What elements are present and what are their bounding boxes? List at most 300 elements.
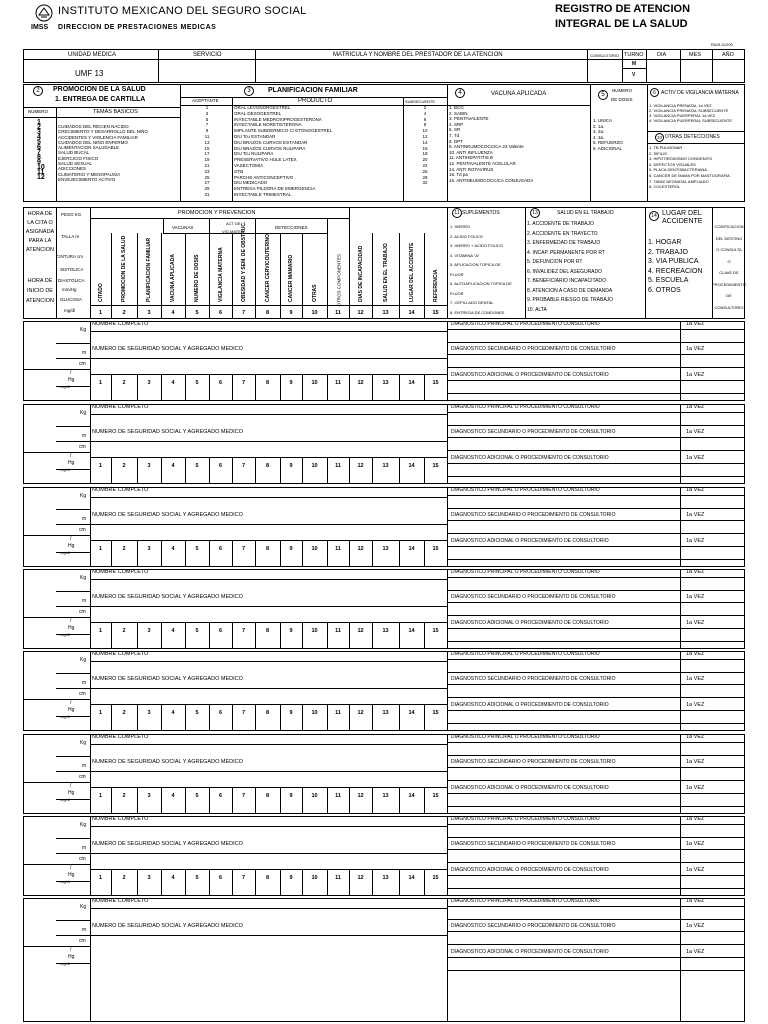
group-divider — [209, 218, 210, 233]
record-number-cell[interactable]: 10 — [311, 628, 318, 634]
number-cell-divider — [185, 540, 186, 567]
column-number: 9 — [289, 310, 293, 316]
suplemento-item: 2. ACIDO FOLICO — [450, 233, 483, 239]
diagnosis-label-1: DIAGNOSTICO PRINCIPAL O PROCEDIMIENTO CONSULTORIO — [451, 898, 600, 904]
record-divider — [680, 734, 681, 814]
vital-line — [56, 452, 90, 453]
section-5-marker: 5 — [598, 90, 608, 100]
record-number-cell[interactable]: 5 — [195, 628, 199, 634]
vacuna-item: 8. DPT — [449, 138, 464, 144]
record-number-cell[interactable]: 7 — [241, 710, 246, 716]
m-label: m — [82, 845, 87, 851]
number-cell-divider — [209, 704, 210, 731]
aceptante-num: 7 — [205, 122, 209, 128]
number-cell-divider — [399, 374, 400, 401]
subsecuente-header: SUBSECUENTE — [405, 99, 436, 104]
primera-vez-label: 1a VEZ — [686, 455, 705, 461]
subsecuente-num: 14 — [422, 139, 428, 145]
record-number-cell[interactable]: 3 — [147, 380, 151, 386]
tema-item: CLIMATERIO Y MENOPAUSIA — [58, 171, 121, 177]
record-number-cell[interactable]: 9 — [289, 546, 293, 552]
vital-line — [56, 369, 90, 370]
number-cell-divider — [161, 374, 162, 401]
primera-vez-label: 1a VEZ — [686, 620, 705, 626]
nombre-label: NOMBRE COMPLETO — [92, 404, 149, 410]
vital-line — [56, 606, 90, 607]
record-divider — [90, 651, 91, 731]
number-cell-divider — [372, 787, 373, 814]
record-number-cell[interactable]: 2 — [122, 628, 126, 634]
subsecuente-num: 26 — [422, 168, 428, 174]
number-cell-divider — [302, 869, 303, 896]
record-number-cell[interactable]: 11 — [335, 710, 341, 716]
number-cell-divider — [424, 457, 425, 484]
number-cell-divider — [161, 457, 162, 484]
number-cell-divider — [327, 787, 328, 814]
diagnosis-label-2: DIAGNOSTICO SECUNDARIO O PROCEDIMIENTO DE CONSULTORIO — [451, 676, 616, 682]
patient-record — [23, 734, 745, 814]
m-label: m — [82, 516, 87, 522]
numbers-line — [90, 787, 447, 788]
column-header-8: CANCER CERVICOUTERINO — [264, 234, 271, 302]
diagnosis-line — [447, 767, 745, 768]
record-number-cell[interactable]: 12 — [357, 875, 364, 881]
vital-line — [56, 864, 90, 865]
vital-line — [56, 782, 90, 783]
vital-line — [56, 853, 90, 854]
record-number-cell[interactable]: 1 — [98, 628, 103, 634]
record-number-cell[interactable]: 11 — [335, 380, 341, 386]
record-number-cell[interactable]: 8 — [265, 875, 270, 881]
column-number: 13 — [382, 310, 389, 316]
record-number-cell[interactable]: 8 — [265, 463, 270, 469]
record-number-cell[interactable]: 12 — [357, 546, 364, 552]
vital-line — [23, 782, 56, 783]
section-4-title: VACUNA APLICADA — [491, 91, 547, 97]
record-number-cell[interactable]: 11 — [335, 546, 341, 552]
number-cell-divider — [137, 704, 138, 731]
turno-v[interactable]: V — [632, 72, 636, 78]
record-number-cell[interactable]: 15 — [432, 628, 439, 634]
name-line — [90, 579, 447, 580]
record-number-cell[interactable]: 8 — [265, 710, 270, 716]
vital-line — [56, 699, 90, 700]
vacuna-item: 15. Td pa — [449, 172, 468, 178]
record-number-cell[interactable]: 13 — [382, 380, 389, 386]
subsecuente-num: 20 — [422, 157, 428, 163]
record-number-cell[interactable]: 1 — [98, 546, 103, 552]
record-number-cell[interactable]: 4 — [171, 546, 175, 552]
aceptante-header: ACEPTANTE — [192, 98, 219, 103]
hg-label: Hg — [68, 954, 75, 960]
diagnosis-label-2: DIAGNOSTICO SECUNDARIO O PROCEDIMIENTO DE CONSULTORIO — [451, 512, 616, 518]
diagnosis-line — [447, 508, 745, 509]
number-cell-divider — [185, 787, 186, 814]
column-number: 4 — [171, 310, 175, 316]
vital-line — [56, 771, 90, 772]
vigilancia-item: 2. VIGILANCIA PRENATAL SUBSECUENTE — [649, 108, 729, 113]
aceptante-num: 27 — [204, 180, 210, 186]
record-number-cell[interactable]: 10 — [311, 875, 318, 881]
section-5-items — [593, 118, 623, 152]
nss-line — [90, 441, 447, 442]
vital-line — [23, 535, 56, 536]
record-number-cell[interactable]: 9 — [289, 463, 293, 469]
diagnosis-line — [447, 862, 745, 863]
temas-header: TEMAS BASICOS — [93, 109, 138, 115]
product-item: ORAL LEVONORGESTREL — [234, 105, 291, 110]
record-number-cell[interactable]: 6 — [218, 463, 223, 469]
record-number-cell[interactable]: 7 — [241, 463, 246, 469]
number-cell-divider — [111, 540, 112, 567]
record-number-cell[interactable]: 1 — [98, 380, 103, 386]
suplemento-item: 7. CEPILLADO DENTAL — [450, 300, 494, 305]
number-cell-divider — [280, 869, 281, 896]
numbers-line — [90, 457, 447, 458]
group-divider — [255, 218, 256, 233]
primera-vez-label: 1a VEZ — [686, 569, 705, 575]
number-cell-divider — [372, 704, 373, 731]
record-number-cell[interactable]: 14 — [408, 793, 415, 799]
vacuna-item: 11. ANTIHEPATITIS B — [449, 155, 494, 161]
record-number-cell[interactable]: 13 — [382, 875, 389, 881]
hora-inicio-label: HORA DE INICIO DE ATENCION — [25, 278, 54, 304]
record-number-cell[interactable]: 5 — [195, 875, 199, 881]
diagnosis-line — [447, 559, 745, 560]
deteccion-item: 4. DEFECTOS VISUALES — [649, 161, 696, 167]
record-number-cell[interactable]: 4 — [171, 875, 175, 881]
name-line — [90, 826, 447, 827]
column-number: 12 — [357, 310, 364, 316]
suplemento-item: 3. HIERRO + ACIDO FOLICO — [450, 243, 504, 248]
record-number-cell[interactable]: 12 — [357, 628, 364, 634]
record-number-cell[interactable]: 3 — [147, 546, 151, 552]
vital-line — [23, 946, 56, 947]
kg-label: Kg — [80, 575, 87, 581]
record-number-cell[interactable]: 4 — [171, 463, 175, 469]
record-number-cell[interactable]: 9 — [289, 710, 293, 716]
suplemento-item: 4. VITAMINA "A" — [450, 252, 480, 258]
dosis-item: 6. ADICIONAL — [593, 145, 623, 151]
record-number-cell[interactable]: 11 — [335, 463, 341, 469]
numbers-line — [90, 622, 447, 623]
record-number-cell[interactable]: 7 — [241, 380, 246, 386]
number-cell-divider — [209, 374, 210, 401]
column-number: 6 — [218, 310, 223, 316]
number-cell-divider — [209, 787, 210, 814]
record-number-cell[interactable]: 6 — [218, 875, 223, 881]
record-divider — [90, 898, 91, 1022]
suplemento-item: FLUOR — [450, 290, 464, 296]
record-number-cell[interactable]: 8 — [265, 793, 270, 799]
record-number-cell[interactable]: 13 — [382, 710, 389, 716]
record-number-cell[interactable]: 1 — [98, 875, 103, 881]
slash-label: / — [70, 865, 72, 871]
vital-line — [23, 699, 56, 700]
vigilancia-item: 3. VIGILANCIA PUERPERAL 1a VEZ — [649, 113, 716, 118]
diagnosis-line — [447, 367, 745, 368]
record-number-cell[interactable]: 15 — [432, 463, 439, 469]
number-cell-divider — [399, 622, 400, 649]
record-number-cell[interactable]: 14 — [408, 628, 415, 634]
primera-vez-label: 1a VEZ — [686, 923, 705, 929]
slash-label: / — [70, 700, 72, 706]
record-number-cell[interactable]: 15 — [432, 875, 439, 881]
column-header-7: OBESIDAD Y SEM. DE OBSTRUC. — [240, 221, 247, 302]
number-cell-divider — [232, 457, 233, 484]
record-number-cell[interactable]: 12 — [357, 463, 364, 469]
record-number-cell[interactable]: 3 — [147, 793, 151, 799]
record-number-cell[interactable]: 14 — [408, 546, 415, 552]
record-number-cell[interactable]: 9 — [289, 380, 293, 386]
vital-line — [56, 756, 90, 757]
vital-line — [56, 838, 90, 839]
product-item: VASECTOMIA — [234, 162, 264, 168]
record-number-cell[interactable]: 13 — [382, 628, 389, 634]
record-number-cell[interactable]: 2 — [122, 793, 126, 799]
number-cell-divider — [255, 374, 256, 401]
record-number-cell[interactable]: 4 — [171, 793, 175, 799]
primera-vez-label: 1a VEZ — [686, 487, 705, 493]
diagnosis-line — [447, 641, 745, 642]
record-number-cell[interactable]: 12 — [357, 710, 364, 716]
mgdl-label: mg/dl — [60, 879, 70, 884]
aceptante-num: 17 — [204, 151, 210, 157]
diagnosis-label-3: DIAGNOSTICO ADICIONAL O PROCEDIMIENTO DE CONSULTORIO — [451, 372, 609, 378]
number-cell-divider — [255, 457, 256, 484]
producto-header: PRODUCTO — [298, 98, 333, 104]
section-14-title2: ACCIDENTE — [662, 218, 703, 225]
aceptante-num: 23 — [204, 168, 210, 174]
record-number-cell[interactable]: 15 — [432, 380, 439, 386]
column-header-5: NUMERO DE DOSIS — [194, 254, 200, 302]
record-number-cell[interactable]: 14 — [408, 710, 415, 716]
record-number-cell[interactable]: 6 — [218, 793, 223, 799]
record-number-cell[interactable]: 4 — [171, 710, 175, 716]
record-number-cell[interactable]: 6 — [218, 710, 223, 716]
number-cell-divider — [111, 457, 112, 484]
primera-vez-label: 1a VEZ — [686, 512, 705, 518]
aceptante-num: 29 — [204, 186, 210, 192]
m-label: m — [82, 598, 87, 604]
record-number-cell[interactable]: 7 — [241, 793, 246, 799]
record-number-cell[interactable]: 5 — [195, 463, 199, 469]
record-number-cell[interactable]: 5 — [195, 793, 199, 799]
record-number-cell[interactable]: 15 — [432, 793, 439, 799]
record-number-cell[interactable]: 11 — [335, 875, 341, 881]
section-10-marker: 10 — [656, 135, 662, 140]
diagnosis-line — [447, 888, 745, 889]
diagnosis-line — [447, 755, 745, 756]
product-item: DIU Tcu NULIPARA — [234, 151, 274, 157]
diagnosis-line — [447, 533, 745, 534]
record-number-cell[interactable]: 9 — [289, 875, 293, 881]
number-cell-divider — [185, 622, 186, 649]
column-header-9: CANCER MAMARIO — [288, 254, 294, 302]
column-number: 15 — [432, 310, 439, 316]
primera-vez-label: 1a VEZ — [686, 404, 705, 410]
record-number-cell[interactable]: 9 — [289, 628, 293, 634]
primera-vez-label: 1a VEZ — [686, 734, 705, 740]
record-number-cell[interactable]: 5 — [195, 546, 199, 552]
form-title-line2: INTEGRAL DE LA SALUD — [555, 18, 688, 30]
record-number-cell[interactable]: 4 — [171, 380, 175, 386]
record-number-cell[interactable]: 10 — [311, 793, 318, 799]
vital-line — [56, 524, 90, 525]
record-number-cell[interactable]: 14 — [408, 875, 415, 881]
number-cell-divider — [302, 622, 303, 649]
record-number-cell[interactable]: 13 — [382, 546, 389, 552]
record-number-cell[interactable]: 2 — [122, 710, 126, 716]
diagnosis-label-2: DIAGNOSTICO SECUNDARIO O PROCEDIMIENTO DE CONSULTORIO — [451, 759, 616, 765]
section-6-title: ACTIV DE VIGILANCIA MATERNA — [661, 90, 739, 96]
dosis-item: 1. UNICA — [593, 118, 613, 123]
record-number-cell[interactable]: 7 — [241, 875, 246, 881]
cm-label: cm — [79, 774, 86, 780]
vacuna-item: 9. ANTINEUMOCOCCICA 23 Valente — [449, 144, 524, 150]
record-number-cell[interactable]: 6 — [218, 628, 223, 634]
record-number-cell[interactable]: 11 — [335, 628, 341, 634]
record-number-cell[interactable]: 9 — [289, 793, 293, 799]
unit-value[interactable]: UMF 13 — [75, 69, 104, 78]
tema-item: CRECIMIENTO Y DESARROLLO DEL NIÑO — [58, 129, 148, 135]
diagnosis-label-2: DIAGNOSTICO SECUNDARIO O PROCEDIMIENTO DE CONSULTORIO — [451, 923, 616, 929]
turno-m[interactable]: M — [632, 61, 637, 67]
record-number-cell[interactable]: 10 — [311, 463, 318, 469]
deteccion-item: 2. SIFILIS — [649, 150, 667, 156]
section-3-products — [234, 105, 332, 198]
number-cell-divider — [424, 869, 425, 896]
vacuna-item: 3. PENTAVALENTE — [449, 116, 489, 122]
record-number-cell[interactable]: 10 — [311, 710, 318, 716]
diagnosis-line — [447, 495, 745, 496]
record-number-cell[interactable]: 12 — [357, 380, 364, 386]
subsecuente-num: 6 — [423, 116, 427, 122]
number-cell-divider — [372, 457, 373, 484]
vital-line — [56, 535, 90, 536]
section-14-marker: 14 — [649, 211, 659, 221]
record-number-cell[interactable]: 13 — [382, 793, 389, 799]
record-number-cell[interactable]: 10 — [311, 546, 318, 552]
record-divider — [447, 321, 448, 401]
record-number-cell[interactable]: 7 — [241, 628, 246, 634]
hora-cita-label: HORA DE LA CITA O ASIGNADA PARA LA ATENCION — [25, 211, 55, 253]
record-number-cell[interactable]: 14 — [408, 380, 415, 386]
diagnosis-line — [447, 970, 745, 971]
subsecuente-num: 8 — [423, 122, 427, 128]
dia-label: DIA — [657, 52, 667, 58]
record-divider — [680, 404, 681, 484]
record-number-cell[interactable]: 3 — [147, 875, 151, 881]
record-number-cell[interactable]: 13 — [382, 463, 389, 469]
record-number-cell[interactable]: 14 — [408, 463, 415, 469]
deteccion-item: 1. TB PULMONAR — [649, 145, 683, 150]
record-number-cell[interactable]: 8 — [265, 546, 270, 552]
vital-line — [56, 358, 90, 359]
number-cell-divider — [424, 622, 425, 649]
record-number-cell[interactable]: 3 — [147, 628, 151, 634]
diagnosis-line — [447, 919, 745, 920]
column-header-13: SALUD EN EL TRABAJO — [382, 243, 389, 302]
record-number-cell[interactable]: 3 — [147, 463, 151, 469]
record-number-cell[interactable]: 8 — [265, 380, 270, 386]
vital-line — [56, 673, 90, 674]
column-number: 7 — [241, 310, 246, 316]
column-divider — [349, 207, 350, 319]
product-item: PARCHE ANTICONCEPTIVO — [234, 174, 294, 180]
mgdl-label: mg/dl — [60, 467, 70, 472]
record-number-cell[interactable]: 4 — [171, 628, 175, 634]
number-cell-divider — [302, 457, 303, 484]
record-number-cell[interactable]: 15 — [432, 710, 439, 716]
record-number-cell[interactable]: 1 — [98, 710, 103, 716]
column-number: 3 — [147, 310, 151, 316]
right-edge-labels: CODIFICACION DEL DESTINO O CONSULTA O CLAVE DE PROCEDIMIENTO DE CONSULTORIO — [712, 224, 746, 310]
record-number-cell[interactable]: 15 — [432, 546, 439, 552]
turno-label: TURNO — [624, 52, 644, 58]
section-3-title: PLANIFICACION FAMILIAR — [268, 87, 358, 94]
diagnosis-line — [447, 476, 745, 477]
nss-label: NUMERO DE SEGURIDAD SOCIAL Y AGREGADO MEDICO — [92, 346, 243, 352]
number-cell-divider — [424, 787, 425, 814]
diagnosis-label-1: DIAGNOSTICO PRINCIPAL O PROCEDIMIENTO CONSULTORIO — [451, 651, 600, 657]
diagnosis-line — [447, 342, 745, 343]
salud-trabajo-item: 1. ACCIDENTE DE TRABAJO — [527, 221, 594, 227]
tema-num: 9 — [37, 159, 41, 166]
cm-label: cm — [79, 938, 86, 944]
record-number-cell[interactable]: 3 — [147, 710, 151, 716]
number-cell-divider — [209, 457, 210, 484]
diagnosis-label-1: DIAGNOSTICO PRINCIPAL O PROCEDIMIENTO CONSULTORIO — [451, 404, 600, 410]
diagnosis-label-2: DIAGNOSTICO SECUNDARIO O PROCEDIMIENTO DE CONSULTORIO — [451, 429, 616, 435]
mmhg-label: mm/Hg — [62, 287, 77, 292]
promocion-header: PROMOCION Y PREVENCION — [178, 210, 256, 216]
record-number-cell[interactable]: 11 — [335, 793, 341, 799]
record-number-cell[interactable]: 2 — [122, 380, 126, 386]
slash-label: / — [70, 536, 72, 542]
record-number-cell[interactable]: 7 — [241, 546, 246, 552]
nss-line — [90, 524, 447, 525]
column-header-2: PROMOCION DE LA SALUD — [121, 235, 127, 302]
record-number-cell[interactable]: 5 — [195, 380, 199, 386]
record-number-cell[interactable]: 2 — [122, 463, 126, 469]
record-number-cell[interactable]: 2 — [122, 546, 126, 552]
record-number-cell[interactable]: 1 — [98, 463, 103, 469]
tema-num: 7 — [37, 149, 41, 156]
column-divider — [111, 233, 112, 319]
record-number-cell[interactable]: 6 — [218, 380, 223, 386]
diagnosis-label-2: DIAGNOSTICO SECUNDARIO O PROCEDIMIENTO DE CONSULTORIO — [451, 346, 616, 352]
name-line — [90, 497, 447, 498]
record-number-cell[interactable]: 2 — [122, 875, 126, 881]
record-number-cell[interactable]: 1 — [98, 793, 103, 799]
record-number-cell[interactable]: 12 — [357, 793, 364, 799]
diagnosis-line — [447, 602, 745, 603]
record-divider — [447, 651, 448, 731]
lugar-item: 6. OTROS — [648, 286, 681, 294]
product-item: IMPLANTE SUBDERMICO C/ ETONOGESTREL — [234, 128, 333, 134]
nss-line — [90, 935, 447, 936]
section-5-title2: DE DOSIS — [611, 97, 633, 102]
record-number-cell[interactable]: 6 — [218, 546, 223, 552]
vital-line — [56, 881, 90, 882]
nss-label: NUMERO DE SEGURIDAD SOCIAL Y AGREGADO MEDICO — [92, 512, 243, 518]
record-number-cell[interactable]: 8 — [265, 628, 270, 634]
record-number-cell[interactable]: 10 — [311, 380, 318, 386]
number-cell-divider — [137, 540, 138, 567]
record-number-cell[interactable]: 5 — [195, 710, 199, 716]
record-divider — [90, 816, 91, 896]
